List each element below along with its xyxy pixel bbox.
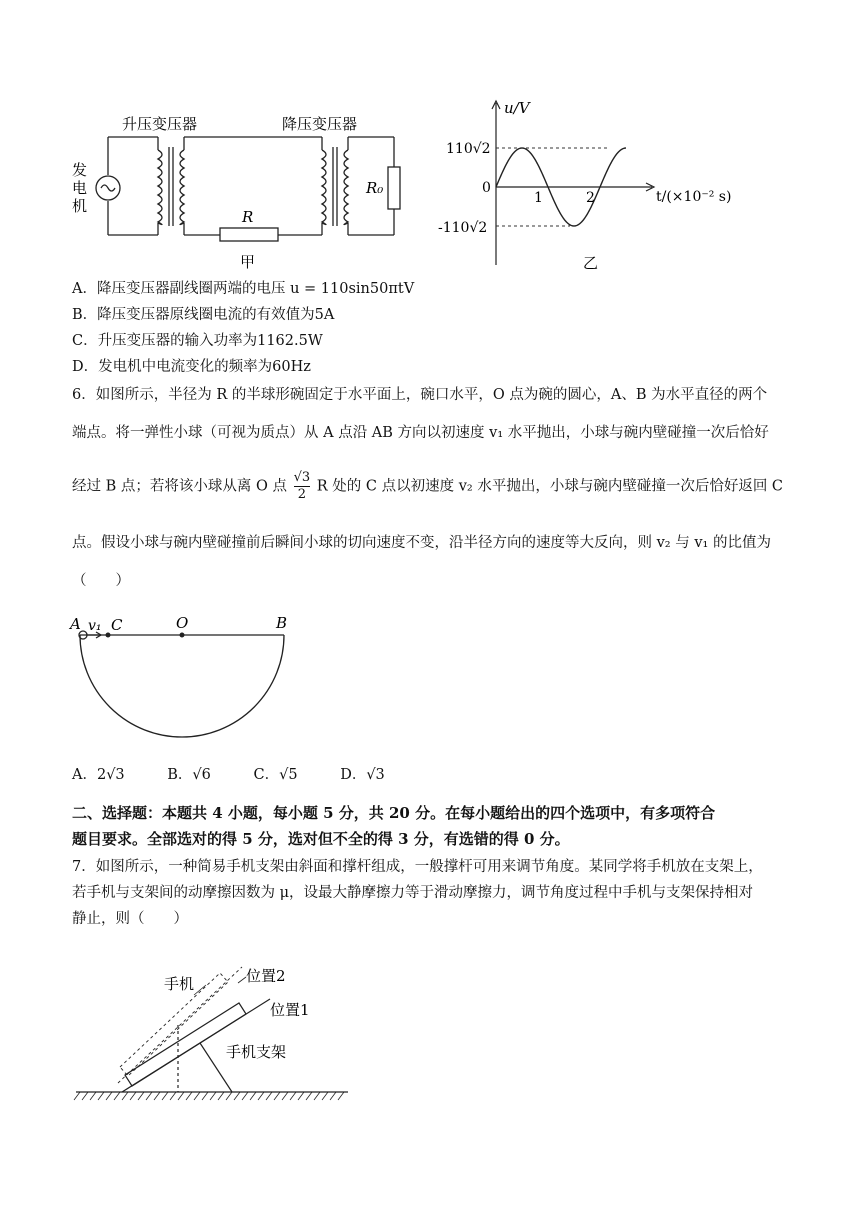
q6-paren: （ ）	[72, 573, 130, 589]
step-up-label: 升压变压器	[122, 115, 198, 133]
origin-label: 0	[482, 180, 491, 196]
q5-option-a: A．降压变压器副线圈两端的电压 u = 110sin50πtV	[72, 281, 415, 297]
q6-line-2: 端点。将一弹性小球（可视为质点）从 A 点沿 AB 方向以初速度 v₁ 水平抛出，小球与碗内壁碰撞一次后恰好	[72, 425, 769, 441]
q6-line-1: 6．如图所示，半径为 R 的半球形碗固定于水平面上，碗口水平，O 点为碗的圆心，A、B 为水平直径的两个	[72, 387, 768, 403]
x-tick-2: 2	[586, 190, 595, 206]
y-axis-label: u/V	[504, 99, 530, 117]
phone-stand-diagram	[70, 955, 360, 1105]
y-min-label: -110√2	[438, 220, 488, 236]
generator-label-2: 电	[72, 179, 88, 197]
point-C	[106, 633, 111, 638]
generator-label-3: 机	[72, 197, 88, 215]
y-max-label: 110√2	[446, 141, 491, 157]
fig-yi-caption: 乙	[583, 254, 599, 272]
label-O: O	[176, 614, 189, 632]
q5-option-c: C．升压变压器的输入功率为1162.5W	[72, 333, 323, 349]
q6-line-3: 经过 B 点；若将该小球从离 O 点 $\frac{√3}{2}$ R 处的 C 点以初速度 v₂ 水平抛出，小球与碗内壁碰撞一次后恰好返回 C	[72, 470, 784, 502]
fraction-sqrt3-over-2: $\frac{√3}{2}$	[293, 470, 311, 502]
resistor-R0	[388, 167, 400, 209]
label-C: C	[111, 616, 123, 634]
section2-heading-2: 题目要求。全部选对的得 5 分，选对但不全的得 3 分，有选错的得 0 分。	[72, 830, 570, 848]
point-O	[180, 633, 185, 638]
circuit-diagram	[60, 105, 420, 275]
q6-line-4: 点。假设小球与碗内壁碰撞前后瞬间小球的切向速度不变，沿半径方向的速度等大反向，则 v₂ 与 v₁ 的比值为	[72, 535, 771, 551]
q6-option-c: C．√5	[253, 767, 298, 783]
q7-line-2: 若手机与支架间的动摩擦因数为 μ，设最大静摩擦力等于滑动摩擦力，调节角度过程中手机与支架保持相对	[72, 885, 754, 901]
label-position-1: 位置1	[270, 1001, 310, 1019]
resistor-R0-label: R₀	[366, 179, 384, 197]
bowl-diagram	[68, 610, 298, 740]
q6-options	[72, 765, 423, 785]
q6-option-d: D．√3	[340, 767, 385, 783]
label-position-2: 位置2	[246, 967, 286, 985]
q5-option-d: D．发电机中电流变化的频率为60Hz	[72, 359, 311, 375]
label-v1: v₁	[88, 618, 102, 634]
x-axis-label: t/(×10⁻² s)	[656, 189, 732, 205]
section2-heading-1: 二、选择题：本题共 4 小题，每小题 5 分，共 20 分。在每小题给出的四个选项中，有多项符合	[72, 804, 716, 822]
resistor-R	[220, 228, 278, 241]
generator-label-1: 发	[72, 161, 88, 179]
bowl-arc	[80, 635, 284, 737]
label-phone-stand: 手机支架	[226, 1043, 287, 1061]
label-A: A	[70, 615, 81, 633]
label-phone: 手机	[164, 975, 195, 993]
q5-option-b: B．降压变压器原线圈电流的有效值为5A	[72, 307, 335, 323]
voltage-graph	[430, 95, 740, 275]
q6-option-a: A．2√3	[72, 767, 125, 783]
fig-jia-caption: 甲	[240, 253, 256, 271]
q7-line-1: 7．如图所示，一种简易手机支架由斜面和撑杆组成，一般撑杆可用来调节角度。某同学将手机放在支架上，	[72, 859, 763, 875]
resistor-R-label: R	[242, 208, 254, 226]
step-down-label: 降压变压器	[282, 115, 358, 133]
label-B: B	[276, 614, 288, 632]
q6-option-b: B．√6	[167, 767, 211, 783]
q7-line-3: 静止，则（ ）	[72, 911, 188, 927]
x-tick-1: 1	[534, 190, 543, 206]
